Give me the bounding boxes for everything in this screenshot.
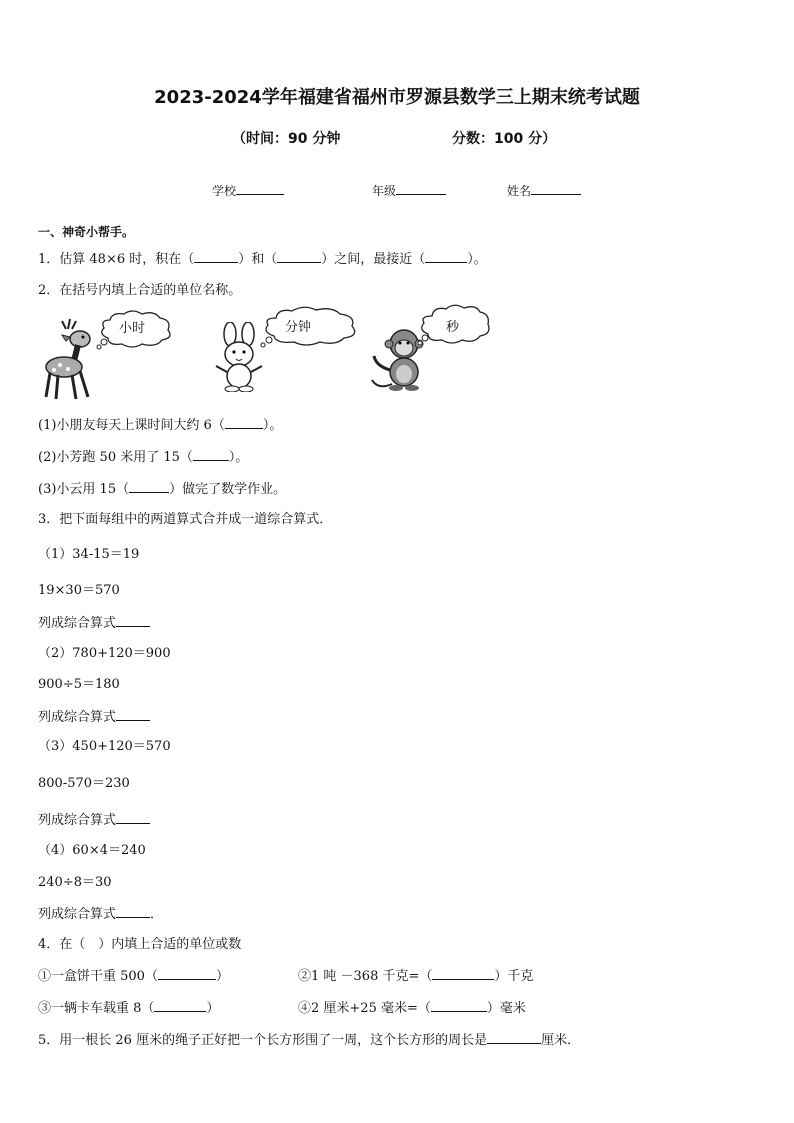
q3-answer-label: 列成综合算式	[38, 813, 117, 828]
q5-blank[interactable]	[487, 1031, 541, 1044]
grade-label: 年级	[372, 184, 397, 198]
q4-blank[interactable]	[154, 999, 206, 1012]
grade-blank[interactable]	[396, 182, 446, 195]
q5-text: 厘米．	[541, 1033, 581, 1048]
q4-blank[interactable]	[158, 967, 216, 980]
page-title: 2023-2024学年福建省福州市罗源县数学三上期末统考试题	[154, 87, 640, 108]
q2-item-text: (2)小芳跑 50 米用了 15（	[38, 450, 193, 465]
q3-answer	[38, 905, 163, 924]
school-blank[interactable]	[236, 182, 284, 195]
name-label: 姓名	[507, 184, 532, 198]
q2-item	[38, 480, 286, 499]
q3-answer	[38, 614, 150, 633]
q4-blank[interactable]	[431, 999, 487, 1012]
q4-item-text: ①一盒饼干重 500（	[38, 969, 158, 984]
q1-text: ）之间，最接近（	[321, 252, 426, 267]
q3-equation: （1）34-15＝19	[38, 547, 140, 562]
q4-item	[298, 999, 526, 1018]
q3-answer-label: 列成综合算式	[38, 710, 117, 725]
q4-item-text: ④2 厘米+25 毫米=（	[298, 1001, 431, 1016]
time-info: （时间：90 分钟	[232, 131, 341, 147]
q1-blank-2[interactable]	[277, 250, 321, 263]
q4-item-text: ）千克	[494, 969, 534, 984]
q3-answer-blank[interactable]	[116, 708, 150, 721]
q2-blank[interactable]	[225, 416, 263, 429]
q2-blank[interactable]	[129, 480, 169, 493]
q3-answer	[38, 811, 150, 830]
q3-answer-label: 列成综合算式	[38, 907, 117, 922]
question-1	[38, 250, 487, 269]
question-3-prompt: 3．把下面每组中的两道算式合并成一道综合算式．	[38, 512, 333, 527]
q2-item-text: ）做完了数学作业。	[169, 482, 287, 497]
q3-answer-blank[interactable]	[116, 614, 150, 627]
q2-item-text: ）。	[262, 418, 283, 433]
q4-item	[38, 999, 219, 1018]
name-field	[507, 182, 581, 200]
q3-equation: （2）780+120＝900	[38, 646, 171, 661]
q4-item-text: ）	[215, 969, 229, 984]
q2-item-text: ）。	[228, 450, 249, 465]
q4-item	[298, 967, 533, 986]
school-label: 学校	[212, 184, 237, 198]
q1-text: ）和（	[238, 252, 278, 267]
deer-icon	[40, 315, 104, 403]
q5-text: 5．用一根长 26 厘米的绳子正好把一个长方形围了一周，这个长方形的周长是	[38, 1033, 488, 1048]
q3-answer-label: 列成综合算式	[38, 616, 117, 631]
q3-answer-blank[interactable]	[116, 905, 150, 918]
q4-item-text: ②1 吨 －368 千克=（	[298, 969, 433, 984]
q3-equation: 900÷5＝180	[38, 677, 120, 692]
question-5	[38, 1031, 580, 1050]
q2-item	[38, 416, 282, 435]
q1-blank-3[interactable]	[425, 250, 467, 263]
q3-answer	[38, 708, 150, 727]
section-heading: 一、神奇小帮手。	[38, 225, 135, 239]
q4-item-text: ）毫米	[486, 1001, 526, 1016]
q1-blank-1[interactable]	[194, 250, 238, 263]
q4-blank[interactable]	[432, 967, 494, 980]
q2-item-text: (1)小朋友每天上课时间大约 6（	[38, 418, 225, 433]
q3-equation: （4）60×4＝240	[38, 843, 146, 858]
question-4-prompt: 4．在（ ）内填上合适的单位或数	[38, 937, 242, 952]
bubble-label: 分钟	[285, 320, 312, 335]
q3-equation: （3）450+120＝570	[38, 739, 171, 754]
question-2-prompt: 2．在括号内填上合适的单位名称。	[38, 283, 242, 298]
name-blank[interactable]	[531, 182, 581, 195]
bubble-label: 小时	[119, 321, 146, 336]
school-field	[212, 182, 284, 200]
q2-item-text: (3)小云用 15（	[38, 482, 130, 497]
q4-item-text: ）	[206, 1001, 220, 1016]
grade-field	[372, 182, 446, 200]
q2-blank[interactable]	[193, 448, 229, 461]
q3-answer-end: ．	[150, 907, 164, 922]
bubble-label: 秒	[446, 320, 460, 335]
q1-text: 1．估算 48×6 时，积在（	[38, 252, 195, 267]
q3-answer-blank[interactable]	[116, 811, 150, 824]
q4-item-text: ③一辆卡车载重 8（	[38, 1001, 155, 1016]
q3-equation: 240÷8＝30	[38, 875, 112, 890]
q1-text: ）。	[467, 252, 487, 267]
q4-item	[38, 967, 229, 986]
q3-equation: 800-570＝230	[38, 776, 130, 791]
q3-equation: 19×30＝570	[38, 583, 120, 598]
q2-item	[38, 448, 248, 467]
score-info: 分数：100 分）	[452, 131, 557, 147]
